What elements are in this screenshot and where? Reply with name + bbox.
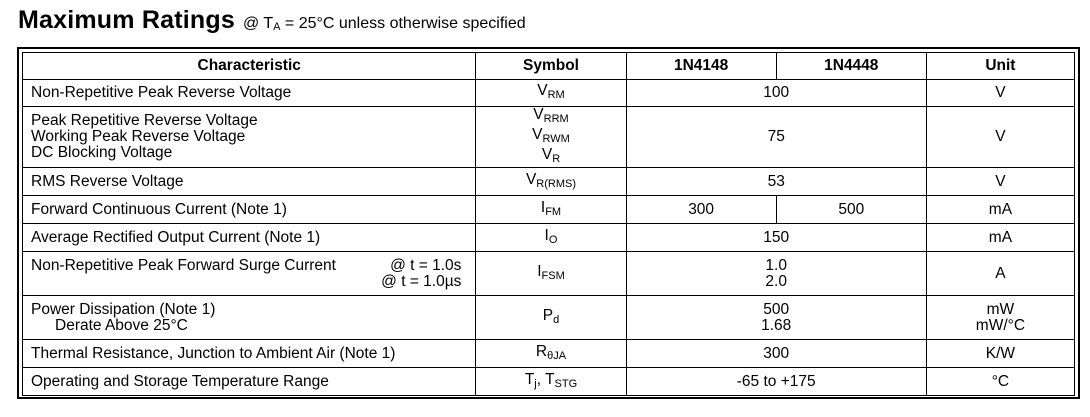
header-part-1n4148: 1N4148 (626, 53, 776, 80)
table-row (23, 196, 1075, 224)
symbol-main: V (537, 82, 548, 99)
row-value: 100 (626, 80, 926, 107)
row-symbol (476, 196, 626, 224)
header-symbol: Symbol (476, 53, 626, 80)
symbol-sub: STG (554, 377, 578, 390)
surge-condition: @ t = 1.0µs (381, 272, 462, 290)
symbol-sub: RWM (542, 133, 570, 145)
row-characteristic: Average Rectified Output Current (Note 1) (23, 224, 476, 252)
symbol-line (482, 127, 619, 147)
row-characteristic: Operating and Storage Temperature Range (23, 368, 476, 396)
row-unit: V (926, 80, 1074, 107)
row-characteristic (23, 252, 476, 296)
symbol-sub: R (552, 153, 561, 165)
ratings-table (22, 52, 1075, 396)
row-unit: mA (926, 224, 1074, 252)
symbol-main: P (542, 306, 554, 324)
surge-line-2 (31, 274, 469, 290)
row-characteristic: Thermal Resistance, Junction to Ambient Air (Note 1) (23, 340, 476, 368)
row-characteristic: Forward Continuous Current (Note 1) (23, 196, 476, 224)
symbol-sub: RRM (543, 113, 569, 125)
symbol-sub: FM (545, 205, 562, 218)
row-value (626, 252, 926, 296)
symbol-sub: j (534, 377, 537, 390)
symbol-main: I (544, 226, 549, 244)
title-condition (243, 15, 526, 32)
table-row (23, 296, 1075, 340)
symbol-sub: θJA (547, 349, 567, 362)
title-cond-sub: A (273, 21, 281, 33)
page-title (18, 6, 526, 35)
table-header-row (23, 53, 1075, 80)
symbol-main: V (533, 106, 544, 123)
row-unit: K/W (926, 340, 1074, 368)
row-unit: V (926, 107, 1074, 168)
row-symbol (476, 224, 626, 252)
table-row (23, 252, 1075, 296)
title-main: Maximum Ratings (18, 6, 235, 34)
row-symbol (476, 340, 626, 368)
row-symbol (476, 107, 626, 168)
symbol-sub: FSM (541, 269, 565, 282)
row-value: 53 (626, 168, 926, 196)
table-row (23, 224, 1075, 252)
row-characteristic: Non-Repetitive Peak Reverse Voltage (23, 80, 476, 107)
row-symbol (476, 368, 626, 396)
unit-line: mW/°C (975, 316, 1026, 334)
title-cond-suffix: = 25°C unless otherwise specified (280, 15, 526, 32)
row-unit: °C (926, 368, 1074, 396)
row-value-1n4148: 300 (626, 196, 776, 224)
row-characteristic (23, 107, 476, 168)
row-characteristic: RMS Reverse Voltage (23, 168, 476, 196)
symbol-separator: , (536, 370, 546, 388)
symbol-main: V (532, 126, 543, 143)
row-value: -65 to +175 (626, 368, 926, 396)
row-value: 300 (626, 340, 926, 368)
symbol-line (482, 147, 619, 167)
value-line: 500 (763, 300, 790, 318)
symbol-sub: RM (547, 89, 565, 101)
row-characteristic (23, 296, 476, 340)
symbol-main: R (535, 342, 548, 360)
header-part-1n4448: 1N4448 (776, 53, 926, 80)
symbol-sub: O (548, 233, 558, 246)
table-row (23, 107, 1075, 168)
char-line: Working Peak Reverse Voltage (31, 128, 246, 145)
title-cond-prefix: @ T (242, 15, 274, 32)
surge-line-1 (31, 258, 469, 274)
symbol-main: I (537, 262, 542, 280)
row-symbol (476, 296, 626, 340)
row-symbol (476, 80, 626, 107)
char-line: Peak Repetitive Reverse Voltage (31, 112, 258, 129)
unit-line: mW (986, 300, 1015, 318)
table-row (23, 168, 1075, 196)
header-unit: Unit (926, 53, 1074, 80)
row-unit: V (926, 168, 1074, 196)
row-value (626, 296, 926, 340)
char-text: Non-Repetitive Peak Forward Surge Current (31, 256, 336, 274)
row-unit: mA (926, 196, 1074, 224)
symbol-sub: d (553, 313, 560, 326)
ratings-table-frame (17, 47, 1080, 399)
value-line: 1.0 (765, 256, 787, 274)
char-line: Derate Above 25°C (55, 316, 188, 334)
row-symbol (476, 252, 626, 296)
symbol-main: I (540, 198, 546, 216)
row-symbol (476, 168, 626, 196)
symbol-sub: R(RMS) (536, 177, 577, 190)
row-value: 75 (626, 107, 926, 168)
row-value-1n4448: 500 (776, 196, 926, 224)
header-characteristic: Characteristic (23, 53, 476, 80)
symbol-main: T (524, 370, 535, 388)
row-value: 150 (626, 224, 926, 252)
row-unit (926, 296, 1074, 340)
symbol-main: V (541, 146, 553, 163)
surge-condition: @ t = 1.0s (390, 256, 462, 274)
value-line: 2.0 (765, 272, 787, 290)
table-row (23, 340, 1075, 368)
value-line: 1.68 (761, 316, 792, 334)
table-row (23, 368, 1075, 396)
char-line: Power Dissipation (Note 1) (31, 300, 216, 318)
symbol-line (482, 107, 619, 127)
symbol-main: V (525, 170, 537, 188)
char-line: DC Blocking Voltage (31, 144, 173, 161)
symbol-main: T (545, 370, 555, 388)
row-unit: A (926, 252, 1074, 296)
table-row (23, 80, 1075, 107)
